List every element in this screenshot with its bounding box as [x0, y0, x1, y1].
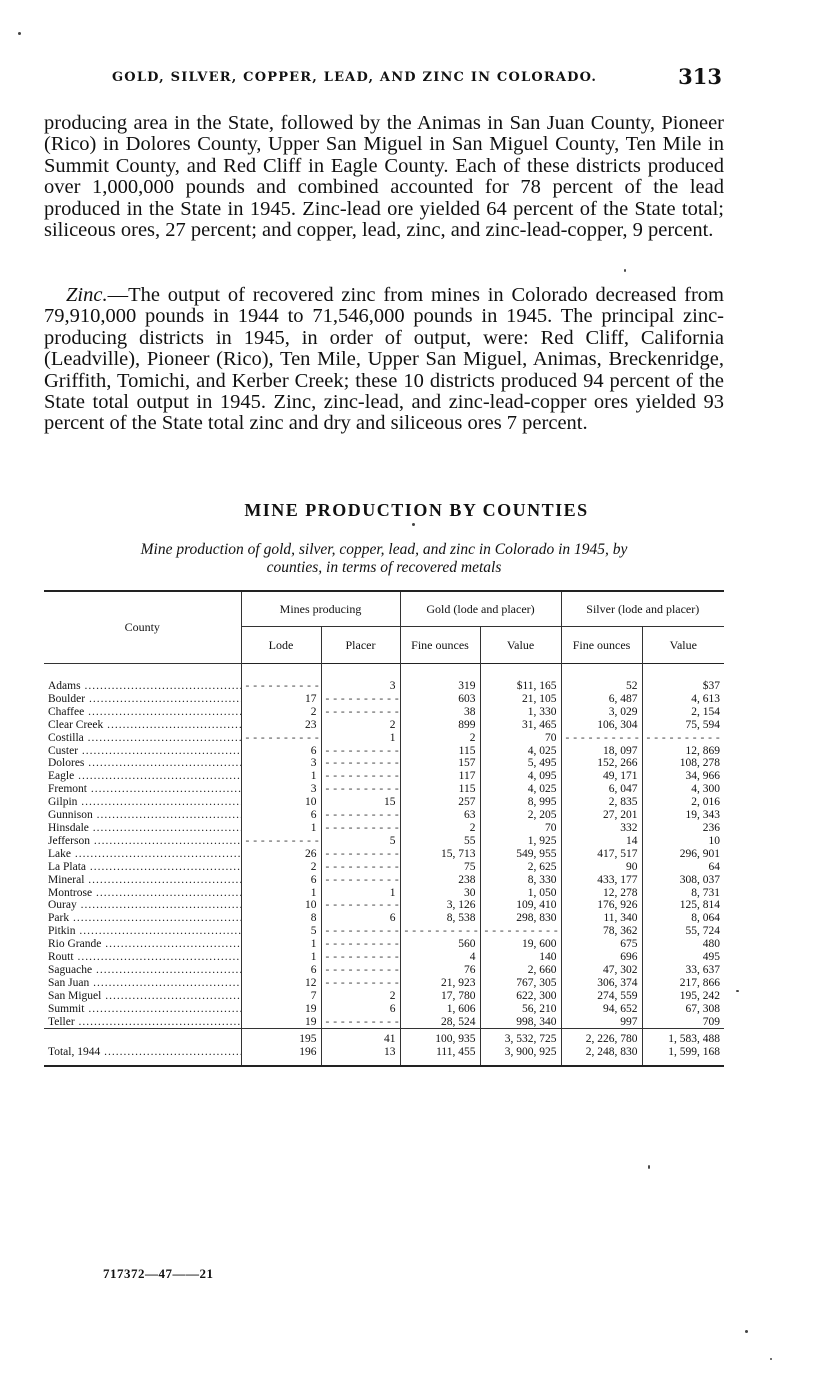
county-name: Adams .....	[44, 664, 241, 693]
cell-gold-oz: 3, 126	[400, 899, 480, 912]
table-row	[44, 719, 724, 732]
sum-gold-value: 3, 532, 725	[480, 1029, 561, 1046]
cell-gold-value: 4, 095	[480, 770, 561, 783]
county-name: Eagle .....	[44, 770, 241, 783]
table-row	[44, 925, 724, 938]
cell-gold-oz: 899	[400, 719, 480, 732]
cell-gold-oz: 55	[400, 835, 480, 848]
cell-lode: 19	[241, 1016, 321, 1029]
sum-silver-oz: 2, 226, 780	[561, 1029, 642, 1046]
county-name: Custer .....	[44, 745, 241, 758]
cell-gold-oz: 15, 713	[400, 848, 480, 861]
cell-lode: 1	[241, 887, 321, 900]
running-title: GOLD, SILVER, COPPER, LEAD, AND ZINC IN COLORADO.	[112, 70, 598, 85]
empty-cell: - - - - - - - - - -	[321, 822, 400, 835]
cell-silver-oz: 6, 047	[561, 783, 642, 796]
empty-cell: - - - - - - - - - -	[321, 899, 400, 912]
cell-silver-oz: 3, 029	[561, 706, 642, 719]
county-name: Saguache .....	[44, 964, 241, 977]
sum-lode: 195	[241, 1029, 321, 1046]
empty-cell: - - - - - - - - - -	[321, 925, 400, 938]
cell-silver-oz: 90	[561, 861, 642, 874]
total-silver-oz: 2, 248, 830	[561, 1046, 642, 1066]
county-name: Chaffee .....	[44, 706, 241, 719]
table-body	[44, 664, 724, 1029]
sum-gold-oz: 100, 935	[400, 1029, 480, 1046]
county-name: Teller .....	[44, 1016, 241, 1029]
page-number: 313	[678, 64, 722, 89]
cell-placer: 2	[321, 719, 400, 732]
cell-silver-oz: 675	[561, 938, 642, 951]
table-header	[44, 591, 724, 664]
cell-lode: 3	[241, 757, 321, 770]
county-name: Montrose .....	[44, 887, 241, 900]
county-name: Mineral .....	[44, 874, 241, 887]
cell-silver-oz: 27, 201	[561, 809, 642, 822]
cell-silver-oz: 52	[561, 664, 642, 693]
cell-placer: 2	[321, 990, 400, 1003]
table-row	[44, 822, 724, 835]
empty-cell: - - - - - - - - - -	[400, 925, 480, 938]
table-row	[44, 664, 724, 693]
cell-gold-value: 31, 465	[480, 719, 561, 732]
cell-gold-value: 70	[480, 732, 561, 745]
cell-silver-value: 296, 901	[642, 848, 724, 861]
county-name: Ouray .....	[44, 899, 241, 912]
county-name: Boulder .....	[44, 693, 241, 706]
cell-silver-value: 12, 869	[642, 745, 724, 758]
cell-gold-oz: 117	[400, 770, 480, 783]
cell-silver-oz: 6, 487	[561, 693, 642, 706]
table-row	[44, 732, 724, 745]
cell-gold-value: $11, 165	[480, 664, 561, 693]
empty-cell: - - - - - - - - - -	[321, 809, 400, 822]
print-code: 717372—47——21	[103, 1266, 214, 1281]
cell-lode: 26	[241, 848, 321, 861]
county-name: La Plata .....	[44, 861, 241, 874]
table-row	[44, 874, 724, 887]
cell-gold-value: 56, 210	[480, 1003, 561, 1016]
cell-silver-value: $37	[642, 664, 724, 693]
table-row	[44, 757, 724, 770]
col-county: County	[44, 591, 241, 664]
county-name: Gunnison .....	[44, 809, 241, 822]
cell-lode: 2	[241, 861, 321, 874]
empty-cell: - - - - - - - - - -	[241, 835, 321, 848]
empty-cell: - - - - - - - - - -	[321, 951, 400, 964]
empty-cell: - - - - - - - - - -	[321, 861, 400, 874]
zinc-lead-in: Zinc.	[66, 284, 108, 306]
section-title: MINE PRODUCTION BY COUNTIES	[244, 500, 589, 520]
cell-lode: 10	[241, 796, 321, 809]
col-silver: Silver (lode and placer)	[561, 591, 724, 627]
paragraph-zinc	[44, 285, 724, 435]
cell-gold-value: 298, 830	[480, 912, 561, 925]
cell-silver-oz: 49, 171	[561, 770, 642, 783]
cell-gold-value: 140	[480, 951, 561, 964]
cell-silver-value: 4, 613	[642, 693, 724, 706]
col-silver-oz: Fine ounces	[561, 627, 642, 664]
cell-silver-value: 8, 731	[642, 887, 724, 900]
col-gold: Gold (lode and placer)	[400, 591, 561, 627]
cell-silver-value: 217, 866	[642, 977, 724, 990]
caption-line-2: counties, in terms of recovered metals	[266, 559, 502, 576]
table-row	[44, 1016, 724, 1029]
table-row	[44, 887, 724, 900]
cell-silver-oz: 11, 340	[561, 912, 642, 925]
cell-placer: 15	[321, 796, 400, 809]
cell-silver-oz: 18, 097	[561, 745, 642, 758]
cell-silver-value: 308, 037	[642, 874, 724, 887]
cell-gold-oz: 157	[400, 757, 480, 770]
empty-cell: - - - - - - - - - -	[480, 925, 561, 938]
empty-cell: - - - - - - - - - -	[321, 848, 400, 861]
county-name: Rio Grande .....	[44, 938, 241, 951]
county-name: San Juan .....	[44, 977, 241, 990]
cell-gold-oz: 603	[400, 693, 480, 706]
total-placer: 13	[321, 1046, 400, 1066]
empty-cell: - - - - - - - - - -	[561, 732, 642, 745]
cell-gold-value: 19, 600	[480, 938, 561, 951]
cell-silver-oz: 106, 304	[561, 719, 642, 732]
table-row	[44, 1003, 724, 1016]
cell-silver-oz: 433, 177	[561, 874, 642, 887]
sum-label	[44, 1029, 241, 1046]
cell-gold-oz: 8, 538	[400, 912, 480, 925]
col-placer: Placer	[321, 627, 400, 664]
county-name: San Miguel .....	[44, 990, 241, 1003]
county-name: Jefferson .....	[44, 835, 241, 848]
table-row	[44, 990, 724, 1003]
total-silver-value: 1, 599, 168	[642, 1046, 724, 1066]
cell-silver-value: 4, 300	[642, 783, 724, 796]
cell-silver-value: 480	[642, 938, 724, 951]
table-totals	[44, 1029, 724, 1066]
total-gold-value: 3, 900, 925	[480, 1046, 561, 1066]
cell-gold-oz: 75	[400, 861, 480, 874]
table-row	[44, 964, 724, 977]
cell-silver-oz: 14	[561, 835, 642, 848]
county-name: Park .....	[44, 912, 241, 925]
cell-gold-oz: 76	[400, 964, 480, 977]
empty-cell: - - - - - - - - - -	[321, 977, 400, 990]
cell-placer: 6	[321, 1003, 400, 1016]
cell-lode: 23	[241, 719, 321, 732]
county-name: Dolores .....	[44, 757, 241, 770]
table-row	[44, 796, 724, 809]
running-header	[112, 64, 722, 94]
col-silver-value: Value	[642, 627, 724, 664]
empty-cell: - - - - - - - - - -	[241, 664, 321, 693]
cell-gold-value: 2, 625	[480, 861, 561, 874]
cell-gold-oz: 63	[400, 809, 480, 822]
cell-lode: 1	[241, 822, 321, 835]
cell-gold-oz: 28, 524	[400, 1016, 480, 1029]
sum-silver-value: 1, 583, 488	[642, 1029, 724, 1046]
table-row	[44, 770, 724, 783]
total-label: Total, 1944 .....	[44, 1046, 241, 1066]
empty-cell: - - - - - - - - - -	[321, 874, 400, 887]
cell-silver-oz: 696	[561, 951, 642, 964]
cell-gold-value: 767, 305	[480, 977, 561, 990]
table-row	[44, 835, 724, 848]
cell-silver-oz: 274, 559	[561, 990, 642, 1003]
production-table	[44, 590, 724, 1067]
empty-cell: - - - - - - - - - -	[642, 732, 724, 745]
total-gold-oz: 111, 455	[400, 1046, 480, 1066]
cell-silver-value: 2, 154	[642, 706, 724, 719]
table-row	[44, 938, 724, 951]
table-row	[44, 745, 724, 758]
cell-silver-oz: 176, 926	[561, 899, 642, 912]
cell-gold-oz: 319	[400, 664, 480, 693]
cell-lode: 7	[241, 990, 321, 1003]
cell-gold-value: 70	[480, 822, 561, 835]
cell-lode: 10	[241, 899, 321, 912]
cell-silver-value: 495	[642, 951, 724, 964]
cell-silver-value: 34, 966	[642, 770, 724, 783]
cell-lode: 3	[241, 783, 321, 796]
cell-gold-value: 2, 205	[480, 809, 561, 822]
cell-lode: 1	[241, 951, 321, 964]
cell-lode: 2	[241, 706, 321, 719]
col-gold-value: Value	[480, 627, 561, 664]
cell-gold-value: 622, 300	[480, 990, 561, 1003]
cell-gold-value: 549, 955	[480, 848, 561, 861]
cell-silver-value: 10	[642, 835, 724, 848]
cell-gold-value: 2, 660	[480, 964, 561, 977]
cell-lode: 1	[241, 938, 321, 951]
paragraph-lead: producing area in the State, followed by the Animas in San Juan County, Pioneer (Rico) in Dolores County, Upper San Miguel in San Miguel County, Ten Mile in Summit County, and Red Cliff in Eagle County. Each of these districts produced over 1,000,000 pounds and combined accounted for 78 percent of the lead produced in the State in 1945. Zinc-lead ore yielded 64 percent of the State total; siliceous ores, 27 percent; and copper, lead, zinc, and zinc-lead-copper, 9 percent.	[44, 112, 724, 242]
cell-silver-value: 709	[642, 1016, 724, 1029]
cell-gold-value: 4, 025	[480, 745, 561, 758]
cell-placer: 3	[321, 664, 400, 693]
col-lode: Lode	[241, 627, 321, 664]
cell-silver-oz: 152, 266	[561, 757, 642, 770]
empty-cell: - - - - - - - - - -	[321, 1016, 400, 1029]
sum-row	[44, 1029, 724, 1046]
cell-silver-oz: 306, 374	[561, 977, 642, 990]
empty-cell: - - - - - - - - - -	[321, 783, 400, 796]
cell-lode: 17	[241, 693, 321, 706]
cell-silver-value: 75, 594	[642, 719, 724, 732]
cell-gold-oz: 2	[400, 822, 480, 835]
cell-gold-oz: 4	[400, 951, 480, 964]
county-name: Hinsdale .....	[44, 822, 241, 835]
cell-placer: 1	[321, 887, 400, 900]
cell-lode: 5	[241, 925, 321, 938]
total-lode: 196	[241, 1046, 321, 1066]
cell-gold-value: 8, 995	[480, 796, 561, 809]
col-mines-producing: Mines producing	[241, 591, 400, 627]
cell-silver-value: 64	[642, 861, 724, 874]
county-name: Summit .....	[44, 1003, 241, 1016]
cell-gold-value: 1, 330	[480, 706, 561, 719]
cell-lode: 6	[241, 809, 321, 822]
cell-gold-value: 1, 050	[480, 887, 561, 900]
cell-gold-oz: 238	[400, 874, 480, 887]
cell-gold-value: 5, 495	[480, 757, 561, 770]
cell-silver-value: 2, 016	[642, 796, 724, 809]
cell-silver-oz: 12, 278	[561, 887, 642, 900]
cell-lode: 8	[241, 912, 321, 925]
cell-silver-oz: 997	[561, 1016, 642, 1029]
cell-lode: 6	[241, 874, 321, 887]
cell-lode: 1	[241, 770, 321, 783]
table-row	[44, 706, 724, 719]
cell-gold-oz: 21, 923	[400, 977, 480, 990]
cell-gold-value: 8, 330	[480, 874, 561, 887]
cell-silver-value: 67, 308	[642, 1003, 724, 1016]
empty-cell: - - - - - - - - - -	[321, 964, 400, 977]
cell-silver-oz: 78, 362	[561, 925, 642, 938]
table-row	[44, 861, 724, 874]
empty-cell: - - - - - - - - - -	[321, 745, 400, 758]
county-name: Routt .....	[44, 951, 241, 964]
cell-lode: 19	[241, 1003, 321, 1016]
cell-gold-oz: 2	[400, 732, 480, 745]
cell-placer: 6	[321, 912, 400, 925]
cell-lode: 6	[241, 964, 321, 977]
cell-silver-oz: 47, 302	[561, 964, 642, 977]
cell-silver-oz: 417, 517	[561, 848, 642, 861]
cell-silver-oz: 2, 835	[561, 796, 642, 809]
sum-placer: 41	[321, 1029, 400, 1046]
cell-gold-value: 109, 410	[480, 899, 561, 912]
cell-gold-value: 21, 105	[480, 693, 561, 706]
cell-silver-value: 19, 343	[642, 809, 724, 822]
cell-gold-oz: 257	[400, 796, 480, 809]
cell-gold-oz: 17, 780	[400, 990, 480, 1003]
table-row	[44, 783, 724, 796]
cell-gold-value: 1, 925	[480, 835, 561, 848]
cell-silver-value: 8, 064	[642, 912, 724, 925]
cell-gold-oz: 1, 606	[400, 1003, 480, 1016]
table-row	[44, 809, 724, 822]
table-row	[44, 912, 724, 925]
table-row	[44, 848, 724, 861]
cell-silver-oz: 94, 652	[561, 1003, 642, 1016]
table-caption	[44, 541, 724, 577]
county-name: Clear Creek .....	[44, 719, 241, 732]
cell-gold-oz: 115	[400, 745, 480, 758]
cell-silver-value: 55, 724	[642, 925, 724, 938]
cell-gold-value: 998, 340	[480, 1016, 561, 1029]
county-name: Gilpin .....	[44, 796, 241, 809]
cell-gold-oz: 560	[400, 938, 480, 951]
table-row	[44, 977, 724, 990]
empty-cell: - - - - - - - - - -	[321, 770, 400, 783]
county-name: Lake .....	[44, 848, 241, 861]
cell-gold-oz: 115	[400, 783, 480, 796]
cell-silver-oz: 332	[561, 822, 642, 835]
empty-cell: - - - - - - - - - -	[321, 693, 400, 706]
caption-line-1: Mine production of gold, silver, copper, lead, and zinc in Colorado in 1945, by	[140, 541, 628, 558]
county-name: Pitkin .....	[44, 925, 241, 938]
empty-cell: - - - - - - - - - -	[321, 706, 400, 719]
empty-cell: - - - - - - - - - -	[241, 732, 321, 745]
cell-gold-oz: 38	[400, 706, 480, 719]
county-name: Fremont .....	[44, 783, 241, 796]
empty-cell: - - - - - - - - - -	[321, 757, 400, 770]
col-gold-oz: Fine ounces	[400, 627, 480, 664]
empty-cell: - - - - - - - - - -	[321, 938, 400, 951]
zinc-paragraph-text: —The output of recovered zinc from mines in Colorado decreased from 79,910,000 pounds in 1944 to 71,546,000 pounds in 1945. The principal zinc-producing districts in 1945, in order of output, were: Red Cliff, California (Leadville), Pioneer (Rico), Ten Mile, Upper San Miguel, Animas, Breckenridge, Griffith, Tomichi, and Kerber Creek; these 10 districts produced 94 percent of the State total output in 1945. Zinc, zinc-lead, and zinc-lead-copper ores yielded 93 percent of the State total zinc and dry and siliceous ores 7 percent.	[44, 284, 724, 435]
cell-lode: 12	[241, 977, 321, 990]
table-row	[44, 899, 724, 912]
cell-placer: 5	[321, 835, 400, 848]
total-1944-row	[44, 1046, 724, 1066]
table-row	[44, 693, 724, 706]
cell-gold-oz: 30	[400, 887, 480, 900]
table-row	[44, 951, 724, 964]
cell-gold-value: 4, 025	[480, 783, 561, 796]
cell-silver-value: 125, 814	[642, 899, 724, 912]
cell-silver-value: 236	[642, 822, 724, 835]
cell-silver-value: 33, 637	[642, 964, 724, 977]
cell-silver-value: 108, 278	[642, 757, 724, 770]
cell-lode: 6	[241, 745, 321, 758]
county-name: Costilla .....	[44, 732, 241, 745]
cell-placer: 1	[321, 732, 400, 745]
cell-silver-value: 195, 242	[642, 990, 724, 1003]
